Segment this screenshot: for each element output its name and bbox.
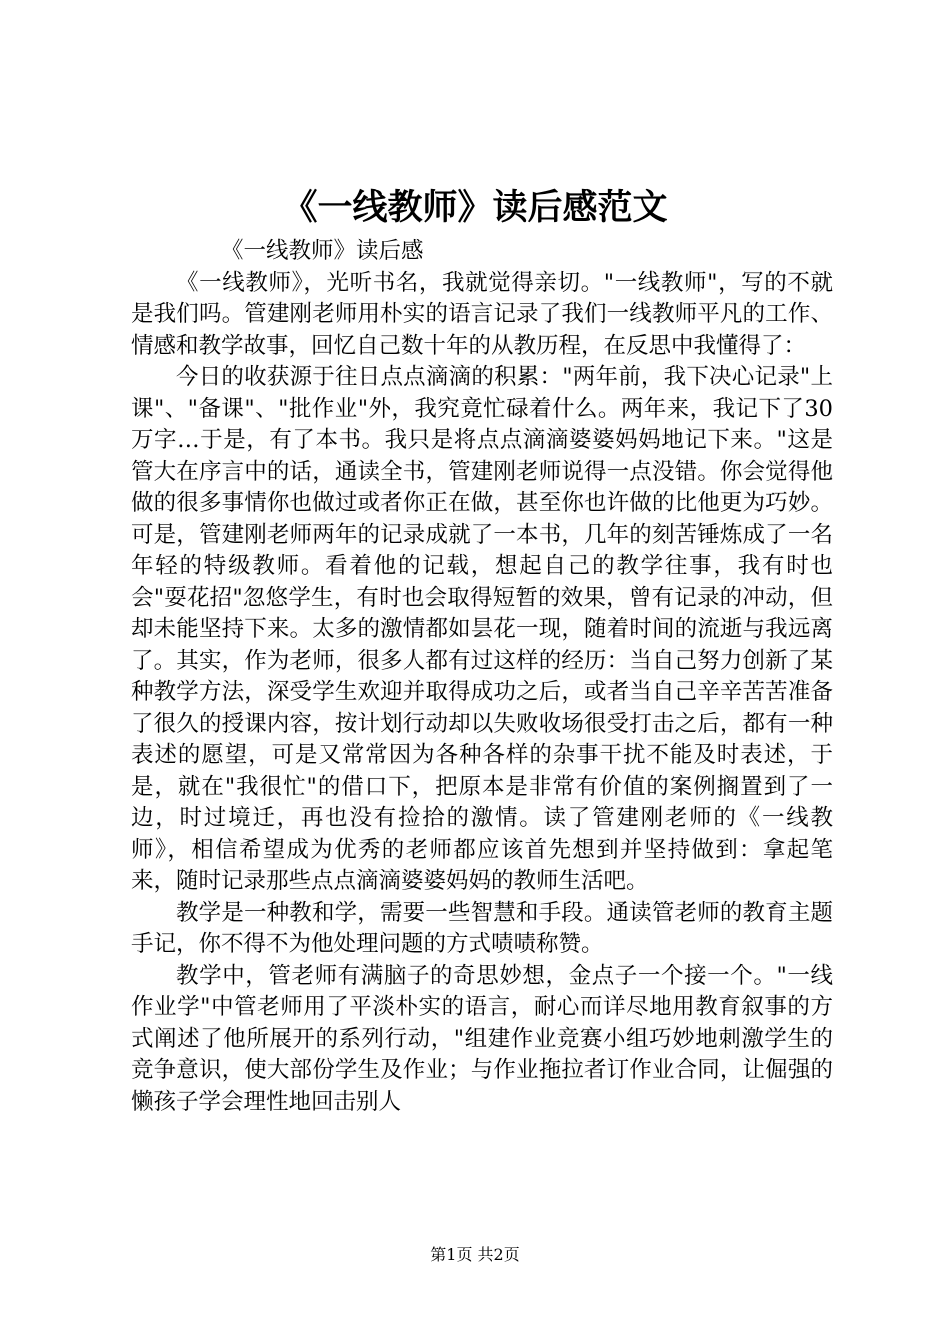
paragraph: 《一线教师》，光听书名，我就觉得亲切。"一线教师"，写的不就是我们吗。管建刚老师用朴实的语言记录了我们一线教师平凡的工作、情感和教学故事，回忆自己数十年的从教历程，在反思中我懂得了：	[131, 269, 833, 359]
subtitle-text: 《一线教师》读后感	[221, 238, 424, 264]
paragraph: 教学是一种教和学，需要一些智慧和手段。通读管老师的教育主题手记，你不得不为他处理问题的方式啧啧称赞。	[131, 899, 833, 957]
paragraph: 今日的收获源于往日点点滴滴的积累："两年前，我下决心记录"上课"、"备课"、"批作业"外，我究竟忙碌着什么。两年来，我记下了30万字…于是，有了本书。我只是将点点滴滴婆婆妈妈地记下来。"这是管大在序言中的话，通读全书，管建刚老师说得一点没错。你会觉得他做的很多事情你也做过或者你正在做，甚至你也许做的比他更为巧妙。可是，管建刚老师两年的记录成就了一本书，几年的刻苦锤炼成了一名年轻的特级教师。看着他的记载，想起自己的教学往事，我有时也会"耍花招"忽悠学生，有时也会取得短暂的效果，曾有记录的冲动，但却未能坚持下来。太多的激情都如昙花一现，随着时间的流逝与我远离了。其实，作为老师，很多人都有过这样的经历：当自己努力创新了某种教学方法，深受学生欢迎并取得成功之后，或者当自己辛辛苦苦准备了很久的授课内容，按计划行动却以失败收场很受打击之后，都有一种表述的愿望，可是又常常因为各种各样的杂事干扰不能及时表述，于是，就在"我很忙"的借口下，把原本是非常有价值的案例搁置到了一边，时过境迁，再也没有捡拾的激情。读了管建刚老师的《一线教师》，相信希望成为优秀的老师都应该首先想到并坚持做到：拿起笔来，随时记录那些点点滴滴婆婆妈妈的教师生活吧。	[131, 364, 833, 894]
document-subtitle	[131, 236, 833, 268]
document-body	[131, 236, 833, 1118]
paragraph: 教学中，管老师有满脑子的奇思妙想，金点子一个接一个。"一线作业学"中管老师用了平淡朴实的语言，耐心而详尽地用教育叙事的方式阐述了他所展开的系列行动，"组建作业竞赛小组巧妙地刺激学生的竞争意识，使大部份学生及作业；与作业拖拉者订作业合同，让倔强的懒孩子学会理性地回击别人	[131, 962, 833, 1115]
document-title: 《一线教师》读后感范文	[282, 187, 668, 228]
page-number-footer: 第1页 共2页	[430, 1245, 520, 1264]
